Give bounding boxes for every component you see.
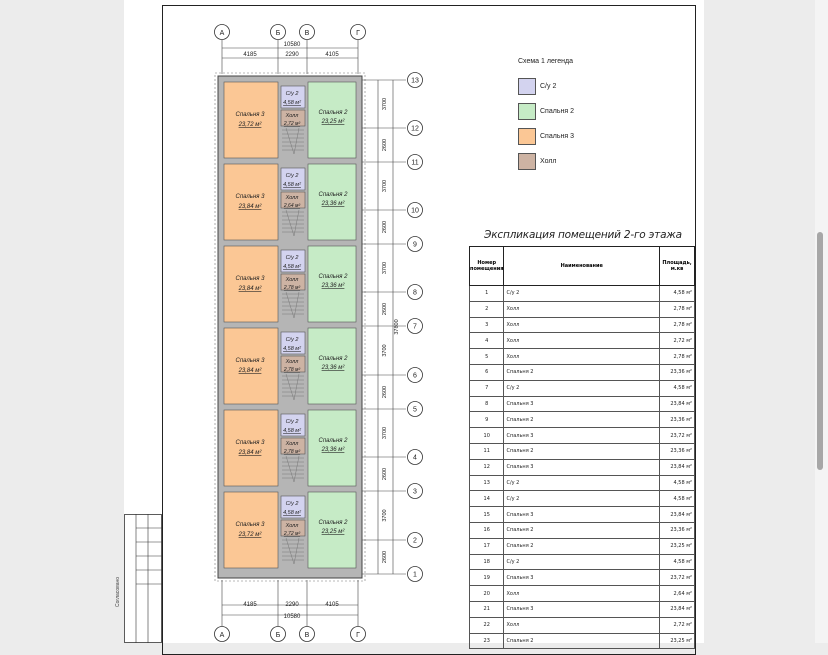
cell-area: 23,25 м² [660,538,695,554]
axis-number: 13 [411,77,419,85]
bedroom2-area: 23,25 м² [321,119,345,125]
bedroom2-label: Спальня 2 [318,110,348,116]
axis-number: 6 [413,372,417,380]
bedroom3-area: 23,84 м² [238,286,262,292]
table-row [470,380,695,396]
cell-number: 1 [470,286,504,302]
cell-area: 23,84 м² [660,396,695,412]
header-number: Номер помещения [470,247,504,286]
bathroom-label: С/у 2 [285,255,299,261]
table-row [470,507,695,523]
axis-letter: Б [275,632,281,639]
axis-number: 3 [413,488,417,496]
cell-area: 23,36 м² [660,443,695,459]
room-bedroom3 [224,410,278,486]
hall-label: Холл [285,441,299,447]
cell-number: 14 [470,491,504,507]
overall-height: 37800 [394,319,400,335]
hall-area: 2,64 м² [283,203,301,209]
axis-number: 5 [413,406,417,414]
legend-label: Спальня 2 [540,108,574,115]
table-row [470,364,695,380]
cell-area: 23,25 м² [660,633,695,649]
cell-number: 16 [470,522,504,538]
legend-swatch [518,128,536,145]
stamp-label: Согласовано [115,576,121,607]
cell-name: Холл [504,586,660,602]
segment-height: 3700 [382,344,388,357]
bedroom2-area: 23,36 м² [321,201,345,207]
cell-name: Холл [504,301,660,317]
cell-number: 4 [470,333,504,349]
room-bedroom3 [224,328,278,404]
cell-name: Спальня 2 [504,538,660,554]
total-width: 10580 [283,42,301,48]
axis-number: 4 [413,454,417,462]
axis-letter: А [219,632,225,639]
table-row [470,633,695,649]
cell-number: 13 [470,475,504,491]
bedroom2-area: 23,25 м² [321,529,345,535]
bedroom3-label: Спальня 3 [235,358,265,364]
table-row [470,396,695,412]
bedroom2-label: Спальня 2 [318,274,348,280]
table-row [470,586,695,602]
axis-number: 2 [413,537,417,545]
cell-area: 4,58 м² [660,491,695,507]
cell-name: Холл [504,349,660,365]
legend [514,58,634,174]
cell-name: С/у 2 [504,380,660,396]
cell-name: Спальня 3 [504,601,660,617]
axis-letter: Б [275,30,281,37]
cell-area: 4,58 м² [660,286,695,302]
axis-letter: Г [356,632,360,639]
cell-number: 7 [470,380,504,396]
cell-number: 2 [470,301,504,317]
segment-width: 4105 [325,602,339,608]
segment-width: 4105 [325,52,339,58]
cell-number: 5 [470,349,504,365]
segment-width: 2290 [285,602,299,608]
cell-name: С/у 2 [504,475,660,491]
cell-name: Спальня 2 [504,412,660,428]
segment-height: 3700 [382,97,388,111]
cell-number: 18 [470,554,504,570]
legend-item [514,149,634,174]
bathroom-label: С/у 2 [285,501,299,507]
room-bedroom3 [224,82,278,158]
bathroom-label: С/у 2 [285,419,299,425]
axis-letter: В [304,632,310,639]
hall-area: 2,72 м² [283,121,301,127]
bedroom2-label: Спальня 2 [318,520,348,526]
cell-area: 23,72 м² [660,428,695,444]
table-row [470,459,695,475]
cell-number: 3 [470,317,504,333]
hall-label: Холл [285,359,299,365]
segment-height: 2600 [382,220,388,234]
cell-name: С/у 2 [504,286,660,302]
cell-name: Спальня 2 [504,633,660,649]
hall-label: Холл [285,195,299,201]
cell-number: 17 [470,538,504,554]
hall-area: 2,78 м² [283,367,301,373]
axis-number: 12 [411,125,419,133]
cell-area: 4,58 м² [660,475,695,491]
axis-letter: В [304,30,310,37]
bedroom3-label: Спальня 3 [235,276,265,282]
segment-width: 4185 [243,602,257,608]
table-row [470,333,695,349]
legend-swatch [518,103,536,120]
cell-number: 23 [470,633,504,649]
segment-width: 4185 [243,52,257,58]
cell-name: С/у 2 [504,491,660,507]
bathroom-area: 4,58 м² [283,264,301,270]
bedroom3-area: 23,84 м² [238,204,262,210]
cell-area: 23,84 м² [660,459,695,475]
scrollbar-thumb[interactable] [817,232,823,470]
bathroom-label: С/у 2 [285,91,299,97]
cell-name: Спальня 3 [504,570,660,586]
axis-number: 1 [413,571,417,579]
cell-area: 2,72 м² [660,333,695,349]
cell-area: 23,36 м² [660,412,695,428]
bathroom-label: С/у 2 [285,337,299,343]
cell-area: 2,78 м² [660,317,695,333]
table-row [470,317,695,333]
room-bedroom3 [224,164,278,240]
bedroom3-label: Спальня 3 [235,522,265,528]
table-row [470,570,695,586]
bedroom3-label: Спальня 3 [235,194,265,200]
axis-letter: А [219,30,225,37]
table-row [470,491,695,507]
segment-height: 2600 [382,302,388,316]
explication-title: Экспликация помещений 2-го этажа [484,229,682,241]
legend-items [514,74,634,174]
header-name: Наименование [504,247,660,286]
table-row [470,412,695,428]
bedroom3-area: 23,84 м² [238,368,262,374]
hall-area: 2,72 м² [283,531,301,537]
cell-area: 23,84 м² [660,601,695,617]
cell-number: 6 [470,364,504,380]
table-row [470,538,695,554]
table-row [470,349,695,365]
cell-name: Спальня 3 [504,396,660,412]
cell-name: С/у 2 [504,554,660,570]
axis-letter: Г [356,30,360,37]
bedroom2-area: 23,36 м² [321,447,345,453]
bathroom-area: 4,58 м² [283,428,301,434]
hall-label: Холл [285,277,299,283]
cell-area: 4,58 м² [660,554,695,570]
explication-table [469,246,695,649]
bathroom-area: 4,58 м² [283,100,301,106]
segment-height: 2600 [382,550,388,564]
table-row [470,475,695,491]
cell-number: 11 [470,443,504,459]
cell-area: 2,72 м² [660,617,695,633]
cell-name: Холл [504,333,660,349]
cell-area: 2,78 м² [660,301,695,317]
table-row [470,443,695,459]
segment-height: 2600 [382,385,388,399]
header-area: Площадь, м.кв [660,247,695,286]
cell-number: 9 [470,412,504,428]
room-bedroom3 [224,246,278,322]
hall-area: 2,78 м² [283,285,301,291]
segment-height: 3700 [382,426,388,440]
hall-area: 2,78 м² [283,449,301,455]
cell-number: 19 [470,570,504,586]
legend-title: Схема 1 легенда [518,58,573,65]
room-bedroom3 [224,492,278,568]
segment-height: 2600 [382,467,388,481]
bedroom2-label: Спальня 2 [318,192,348,198]
axis-number: 7 [413,323,417,331]
bathroom-label: С/у 2 [285,173,299,179]
table-row [470,554,695,570]
bedroom3-area: 23,72 м² [238,532,262,538]
hall-label: Холл [285,113,299,119]
segment-height: 3700 [382,179,388,193]
cell-number: 22 [470,617,504,633]
cell-area: 2,78 м² [660,349,695,365]
cell-name: Спальня 2 [504,364,660,380]
bedroom3-label: Спальня 3 [235,112,265,118]
table-row [470,522,695,538]
segment-height: 3700 [382,509,388,522]
cell-area: 2,64 м² [660,586,695,602]
bedroom2-label: Спальня 2 [318,356,348,362]
legend-swatch [518,153,536,170]
cell-area: 23,36 м² [660,522,695,538]
cell-number: 21 [470,601,504,617]
bedroom2-label: Спальня 2 [318,438,348,444]
legend-item [514,124,634,149]
bathroom-area: 4,58 м² [283,346,301,352]
cell-name: Спальня 3 [504,428,660,444]
cell-number: 12 [470,459,504,475]
cell-number: 20 [470,586,504,602]
cell-area: 4,58 м² [660,380,695,396]
table-row [470,601,695,617]
segment-width: 2290 [285,52,299,58]
axis-number: 8 [413,289,417,297]
bedroom2-area: 23,36 м² [321,365,345,371]
cell-number: 15 [470,507,504,523]
segment-height: 2600 [382,138,388,152]
legend-label: Спальня 3 [540,133,574,140]
explication-body [470,286,695,649]
cell-name: Спальня 2 [504,522,660,538]
legend-item [514,74,634,99]
cell-name: Спальня 2 [504,443,660,459]
legend-swatch [518,78,536,95]
cell-name: Холл [504,317,660,333]
table-row [470,617,695,633]
axis-number: 11 [411,159,419,167]
axis-number: 10 [411,207,419,215]
legend-item [514,99,634,124]
total-width: 10580 [283,614,301,620]
table-row [470,428,695,444]
cell-area: 23,36 м² [660,364,695,380]
cell-name: Спальня 3 [504,459,660,475]
bedroom3-label: Спальня 3 [235,440,265,446]
axis-number: 9 [413,241,417,249]
bedroom3-area: 23,72 м² [238,122,262,128]
table-row [470,286,695,302]
bedroom3-area: 23,84 м² [238,450,262,456]
bathroom-area: 4,58 м² [283,182,301,188]
cell-name: Спальня 3 [504,507,660,523]
cell-area: 23,72 м² [660,570,695,586]
segment-height: 3700 [382,261,388,275]
hall-label: Холл [285,523,299,529]
legend-label: С/у 2 [540,83,557,90]
table-row [470,301,695,317]
cell-name: Холл [504,617,660,633]
cell-number: 10 [470,428,504,444]
cell-area: 23,84 м² [660,507,695,523]
cell-number: 8 [470,396,504,412]
bathroom-area: 4,58 м² [283,510,301,516]
legend-label: Холл [540,158,557,165]
bedroom2-area: 23,36 м² [321,283,345,289]
